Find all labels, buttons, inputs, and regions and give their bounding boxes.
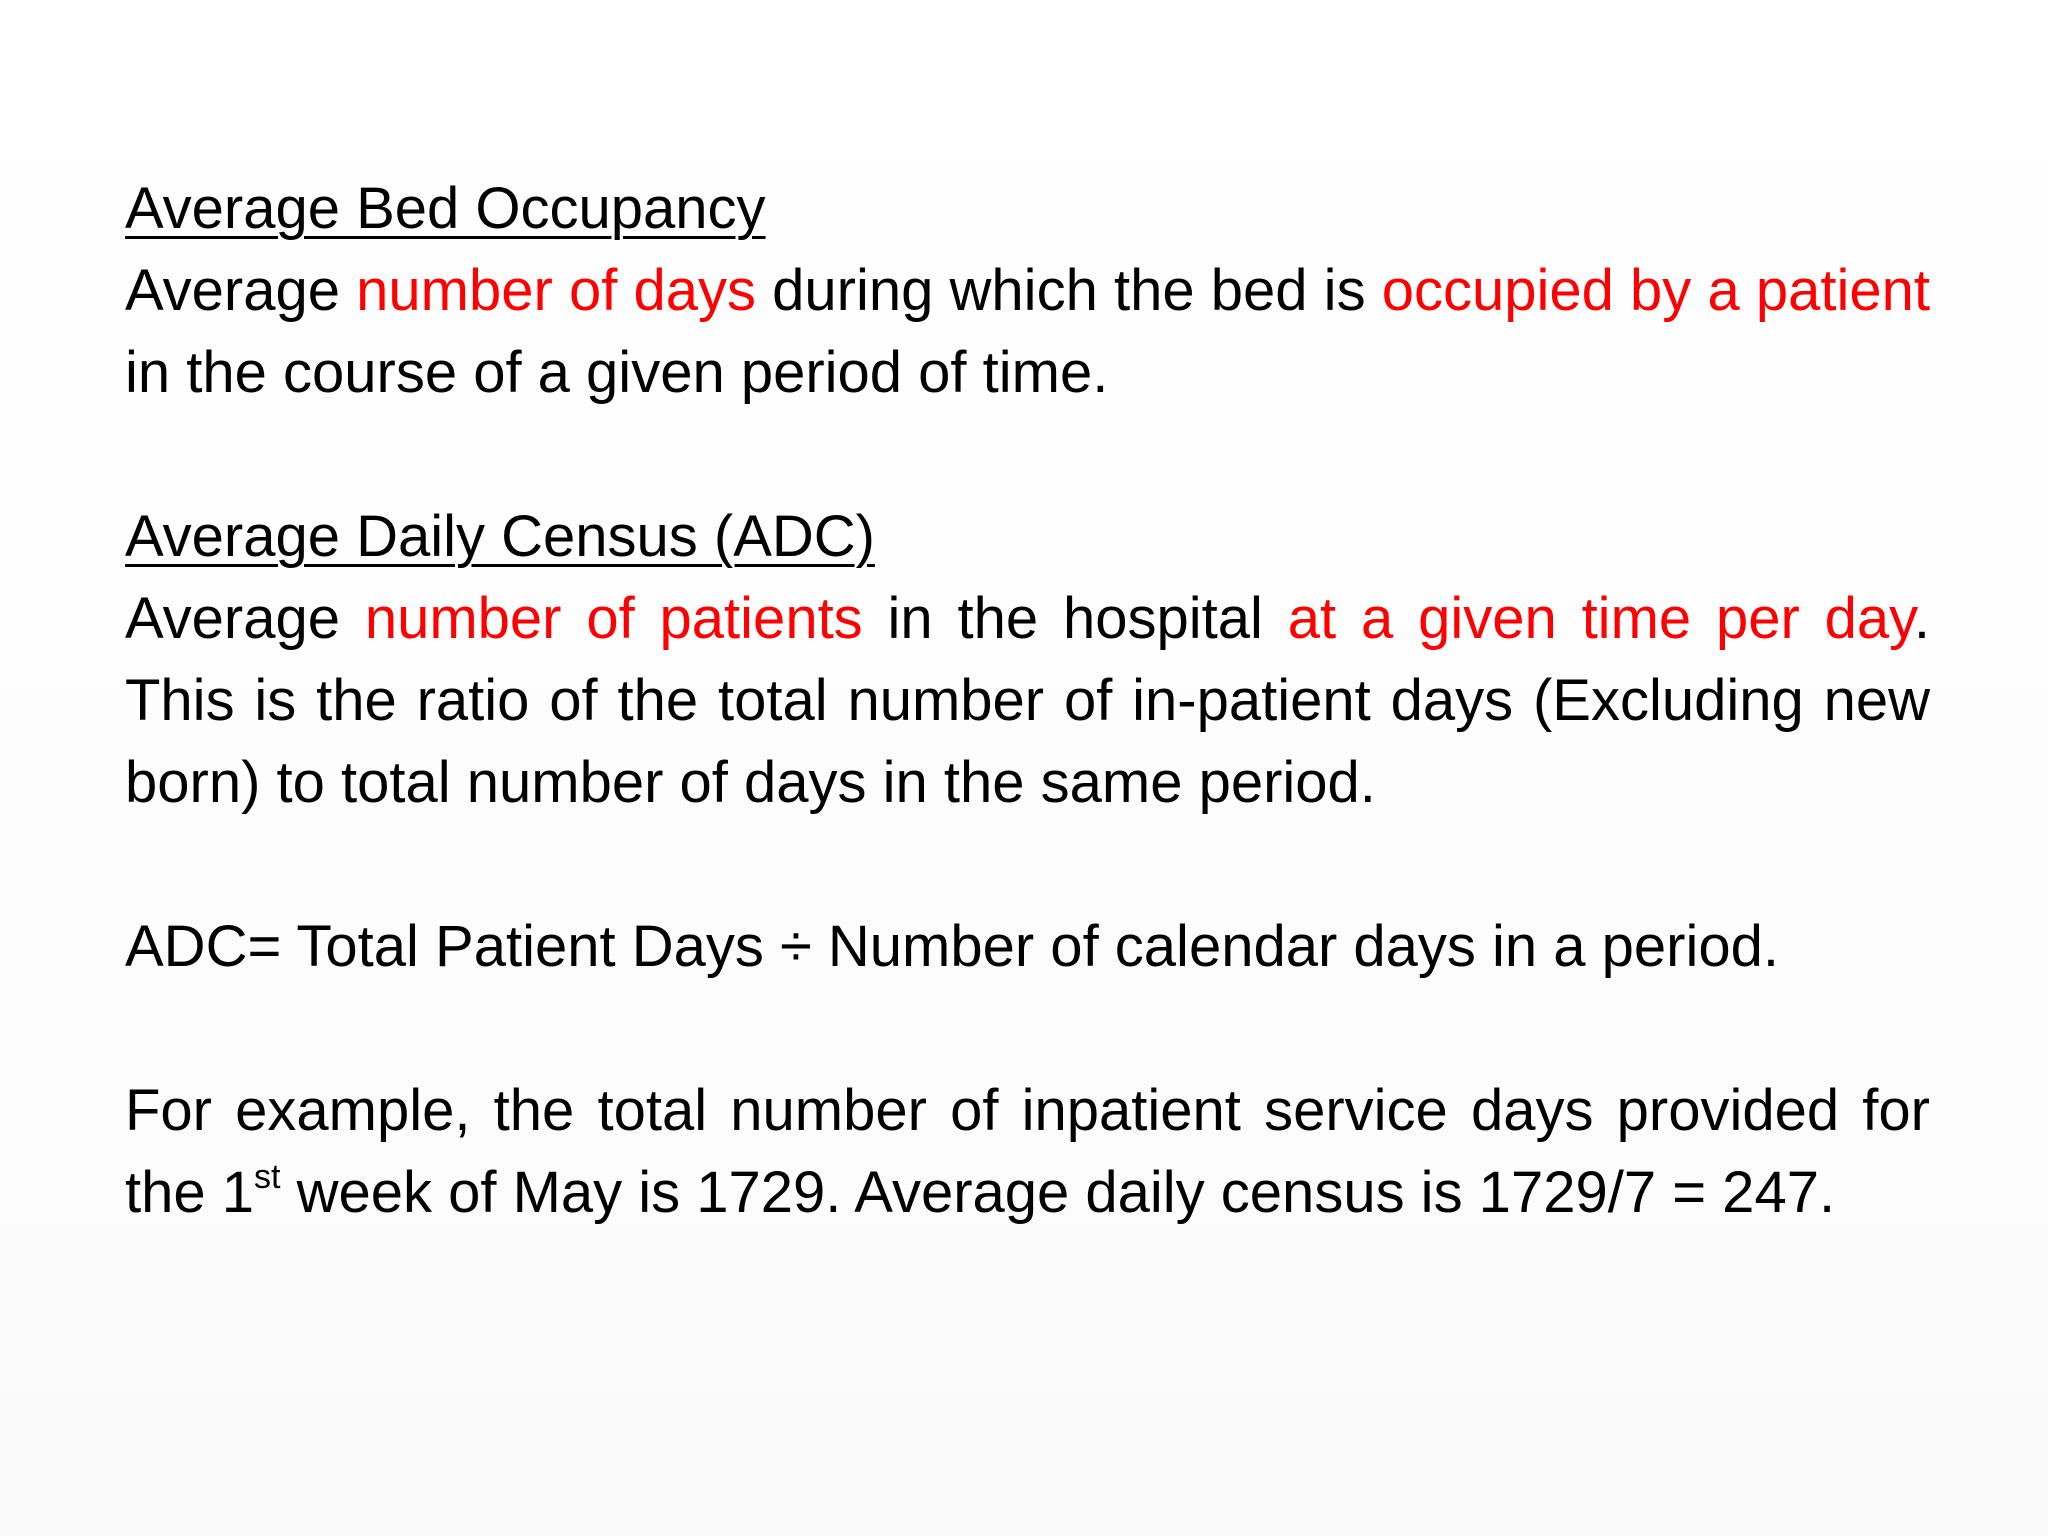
example-text: week of May is 1729. Average daily census is 1729/7 = 247. <box>280 1160 1836 1225</box>
bed-occupancy-def-text: Average <box>125 258 357 323</box>
spacer <box>125 988 1930 1070</box>
adc-formula: ADC= Total Patient Days ÷ Number of calendar days in a period. <box>125 914 1779 979</box>
bed-occupancy-heading: Average Bed Occupancy <box>125 176 766 241</box>
adc-definition <box>125 578 1930 824</box>
adc-example <box>125 1070 1930 1234</box>
adc-heading: Average Daily Census (ADC) <box>125 504 875 569</box>
example-text: For example, the total number of inpatient service days provided for the 1 <box>125 1078 1930 1225</box>
adc-def-text: in the hospital <box>862 586 1288 651</box>
spacer <box>125 414 1930 496</box>
slide-body <box>125 168 1930 1234</box>
adc-highlight-time: at a given time per day <box>1287 586 1914 651</box>
spacer <box>125 824 1930 906</box>
bed-occupancy-highlight-occupied: occupied by a patient <box>1381 258 1931 323</box>
ordinal-superscript: st <box>254 1157 281 1196</box>
adc-def-text: Average <box>125 586 365 651</box>
bed-occupancy-def-text: in the course of a given period of time. <box>125 340 1109 405</box>
bed-occupancy-highlight-days: number of days <box>356 258 756 323</box>
adc-def-text: . This is the ratio of the total number of in-patient days (Excluding new born) to total number of days in the same period. <box>125 586 1930 815</box>
bed-occupancy-definition <box>125 250 1930 414</box>
bed-occupancy-def-text: during which the bed is <box>756 258 1382 323</box>
adc-highlight-patients: number of patients <box>364 586 863 651</box>
